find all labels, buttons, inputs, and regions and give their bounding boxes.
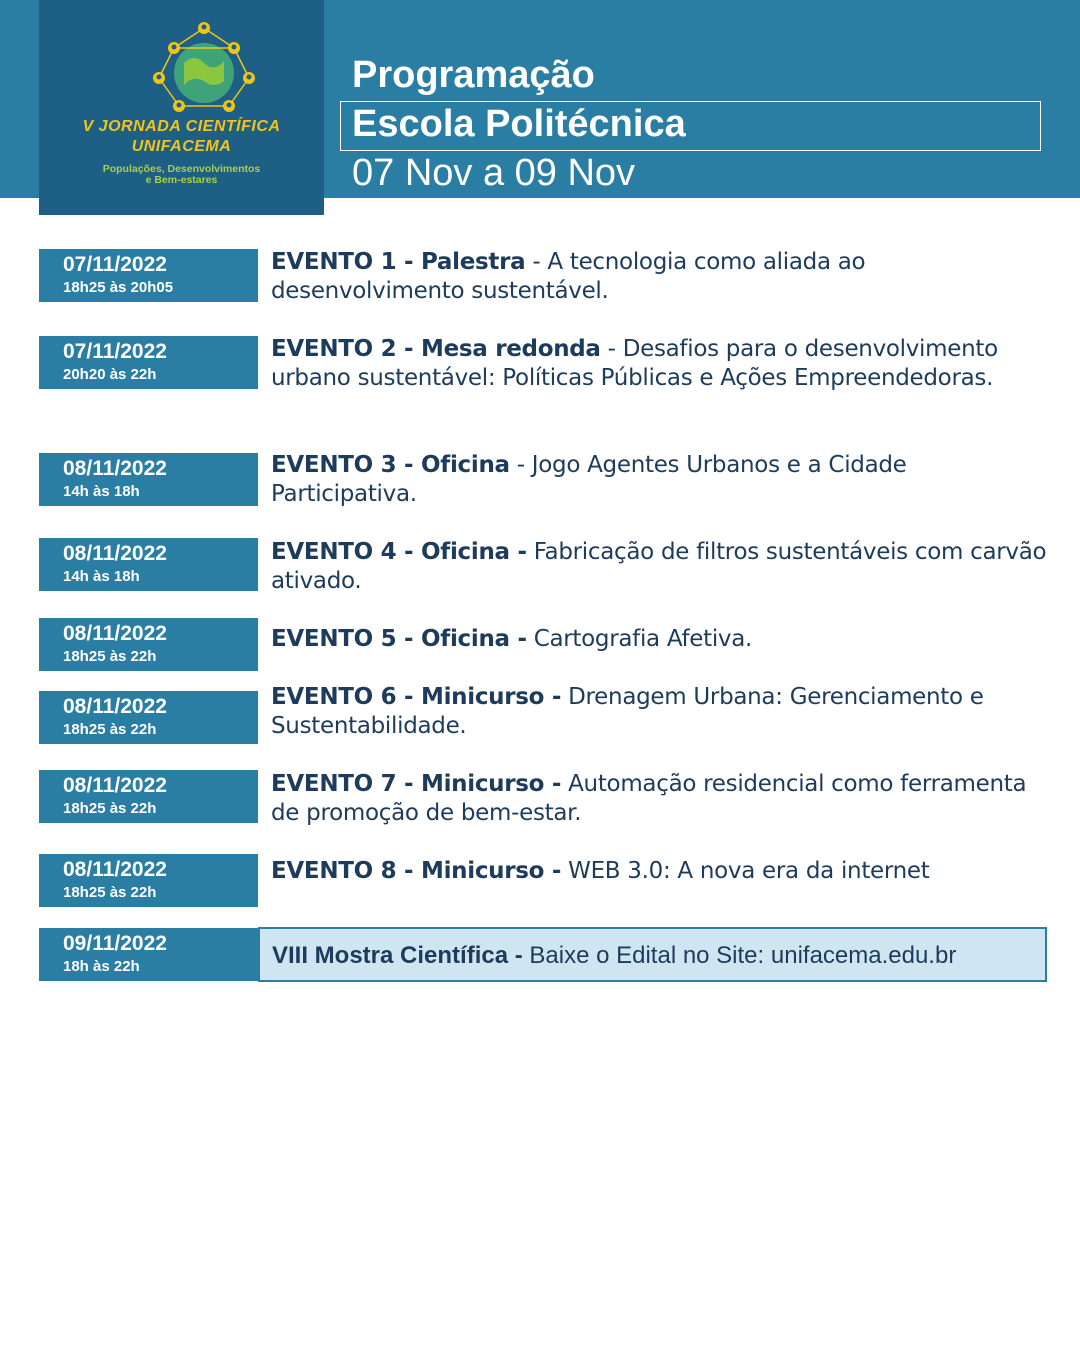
event-title: EVENTO 6 - Minicurso - <box>271 684 562 710</box>
mostra-highlight <box>258 927 1047 982</box>
page-subtitle: Escola Politécnica <box>352 103 686 145</box>
event-separator <box>527 539 534 565</box>
mostra-title: VIII Mostra Científica - <box>272 942 523 969</box>
event-separator: - <box>600 336 623 362</box>
event-date: 08/11/2022 <box>63 695 167 718</box>
event-date-box <box>39 691 258 744</box>
logo-tagline-line2: e Bem-estares <box>145 174 218 186</box>
mostra-time: 18h às 22h <box>63 958 140 975</box>
page-title: Programação <box>352 54 595 96</box>
mostra-date-box <box>39 928 258 981</box>
event-description <box>271 625 1051 654</box>
event-description <box>271 770 1051 828</box>
event-description <box>271 248 1051 306</box>
event-title: EVENTO 2 - Mesa redonda <box>271 336 601 362</box>
event-date-box <box>39 336 258 389</box>
event-date-box <box>39 249 258 302</box>
event-description <box>271 683 1051 741</box>
event-time: 14h às 18h <box>63 483 140 500</box>
event-date-box <box>39 618 258 671</box>
event-time: 18h25 às 22h <box>63 648 157 665</box>
logo-tagline <box>39 164 324 186</box>
event-date-box <box>39 538 258 591</box>
event-text: Drenagem Urbana: Gerenciamento e Sustentabilidade. <box>271 684 984 739</box>
event-date-box <box>39 453 258 506</box>
event-title: EVENTO 8 - Minicurso - <box>271 858 562 884</box>
event-text: Cartografia Afetiva. <box>533 626 753 652</box>
event-time: 18h25 às 20h05 <box>63 279 174 296</box>
logo-tagline-line1: Populações, Desenvolvimentos <box>102 163 261 175</box>
event-date-box <box>39 770 258 823</box>
event-date: 08/11/2022 <box>63 774 167 797</box>
event-separator <box>527 626 534 652</box>
event-date: 07/11/2022 <box>63 340 167 363</box>
mostra-date: 09/11/2022 <box>63 932 167 955</box>
event-date-box <box>39 854 258 907</box>
event-text: WEB 3.0: A nova era da internet <box>568 858 930 884</box>
network-globe-icon <box>134 18 274 118</box>
event-description <box>271 538 1051 596</box>
event-text: Fabricação de filtros sustentáveis com carvão ativado. <box>271 539 1047 594</box>
event-title: EVENTO 7 - Minicurso - <box>271 771 562 797</box>
event-title: EVENTO 1 - Palestra <box>271 249 526 275</box>
event-logo <box>39 0 324 215</box>
event-text: Jogo Agentes Urbanos e a Cidade Participativa. <box>271 452 907 507</box>
mostra-text <box>272 942 956 970</box>
event-date: 08/11/2022 <box>63 622 167 645</box>
mostra-desc: Baixe o Edital no Site: unifacema.edu.br <box>529 942 957 969</box>
event-time: 14h às 18h <box>63 568 140 585</box>
logo-title-line2: UNIFACEMA <box>131 138 232 155</box>
event-date: 08/11/2022 <box>63 542 167 565</box>
event-text: Desafios para o desenvolvimento urbano sustentável: Políticas Públicas e Ações Empreendedoras. <box>271 336 998 391</box>
event-description <box>271 857 1051 886</box>
event-separator: - <box>509 452 532 478</box>
logo-title-line1: V JORNADA CIENTÍFICA <box>82 118 281 135</box>
event-text: A tecnologia como aliada ao desenvolvimento sustentável. <box>271 249 866 304</box>
event-separator: - <box>525 249 548 275</box>
event-description <box>271 335 1051 393</box>
date-range: 07 Nov a 09 Nov <box>352 152 636 194</box>
event-time: 20h20 às 22h <box>63 366 157 383</box>
event-date: 07/11/2022 <box>63 253 167 276</box>
event-time: 18h25 às 22h <box>63 884 157 901</box>
event-time: 18h25 às 22h <box>63 800 157 817</box>
event-time: 18h25 às 22h <box>63 721 157 738</box>
event-title: EVENTO 5 - Oficina - <box>271 626 527 652</box>
event-text: Automação residencial como ferramenta de promoção de bem-estar. <box>271 771 1027 826</box>
event-title: EVENTO 3 - Oficina <box>271 452 510 478</box>
event-date: 08/11/2022 <box>63 457 167 480</box>
event-date: 08/11/2022 <box>63 858 167 881</box>
event-description <box>271 451 1051 509</box>
event-title: EVENTO 4 - Oficina - <box>271 539 527 565</box>
